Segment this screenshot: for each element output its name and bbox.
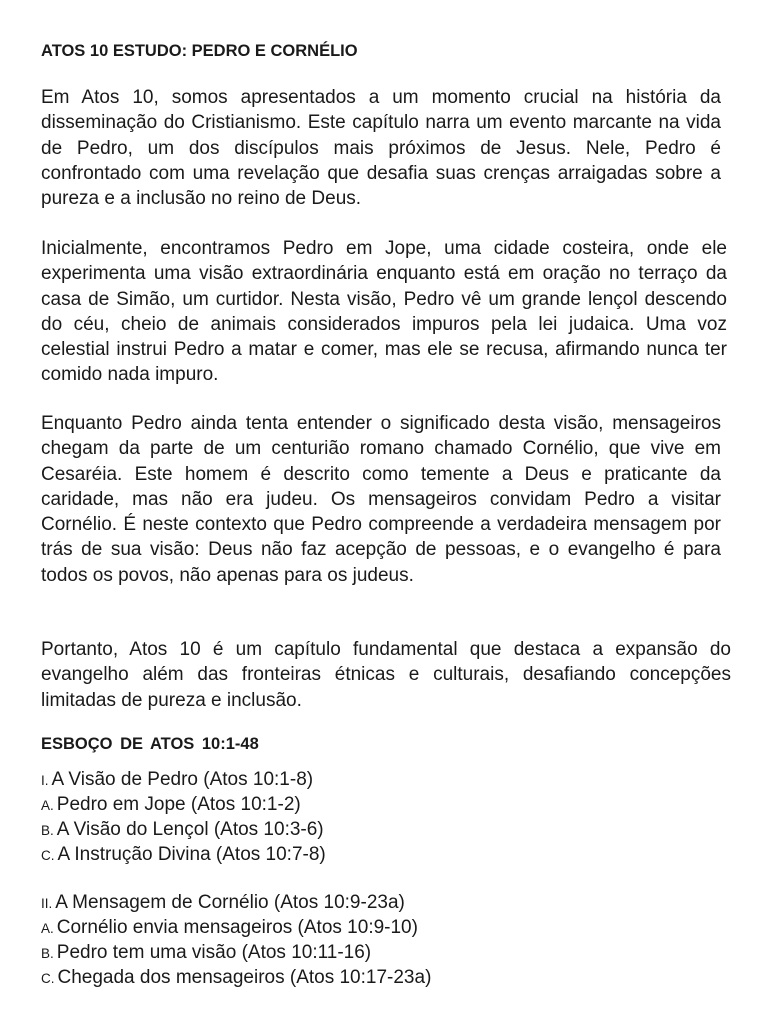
outline-heading [41, 767, 326, 792]
outline-text: A Visão de Pedro (Atos 10:1-8) [51, 769, 314, 790]
outline-item [41, 940, 431, 965]
outline-mark: B. [41, 823, 54, 838]
outline-text: Chegada dos mensageiros (Atos 10:17-23a) [57, 967, 432, 988]
outline-item [41, 817, 326, 842]
outline-text: Cornélio envia mensageiros (Atos 10:9-10) [56, 917, 418, 938]
paragraph-messengers: Enquanto Pedro ainda tenta entender o significado desta visão, mensageiros chegam da parte de um centurião romano chamado Cornélio, que vive em Cesaréia. Este homem é descrito como temente a Deus e praticante da caridade, mas não era judeu. Os mensageiros convidam Pedro a visitar Cornélio. É neste contexto que Pedro compreende a verdadeira mensagem por trás de sua visão: Deus não faz acepção de pessoas, e o evangelho é para todos os povos, não apenas para os judeus. [41, 413, 721, 586]
outline-mark: I. [41, 773, 49, 788]
outline-text: Pedro em Jope (Atos 10:1-2) [56, 794, 301, 815]
outline-mark: A. [41, 798, 54, 813]
outline-mark: II. [41, 896, 53, 911]
outline-mark: B. [41, 946, 54, 961]
outline-mark: A. [41, 921, 54, 936]
paragraph-conclusion: Portanto, Atos 10 é um capítulo fundamental que destaca a expansão do evangelho além das fronteiras étnicas e culturais, desafiando concepções limitadas de pureza e inclusão. [41, 639, 731, 711]
paragraph-vision: Inicialmente, encontramos Pedro em Jope, uma cidade costeira, onde ele experimenta uma visão extraordinária enquanto está em oração no terraço da casa de Simão, um curtidor. Nesta visão, Pedro vê um grande lençol descendo do céu, cheio de animais considerados impuros pela lei judaica. Uma voz celestial instrui Pedro a matar e comer, mas ele se recusa, afirmando nunca ter comido nada impuro. [41, 238, 727, 386]
outline-text: A Visão do Lençol (Atos 10:3-6) [56, 819, 324, 840]
outline-item [41, 965, 431, 990]
outline-section-2 [41, 890, 431, 990]
paragraph-intro: Em Atos 10, somos apresentados a um momento crucial na história da disseminação do Cristianismo. Este capítulo narra um evento marcante na vida de Pedro, um dos discípulos mais próximos de Jesus. Nele, Pedro é confrontado com uma revelação que desafia suas crenças arraigadas sobre a pureza e a inclusão no reino de Deus. [41, 87, 721, 210]
outline-item [41, 915, 431, 940]
outline-text: A Mensagem de Cornélio (Atos 10:9-23a) [55, 892, 405, 913]
outline-mark: C. [41, 848, 55, 863]
outline-text: Pedro tem uma visão (Atos 10:11-16) [56, 942, 372, 963]
outline-item [41, 792, 326, 817]
outline-heading [41, 890, 431, 915]
outline-mark: C. [41, 971, 55, 986]
outline-section-1 [41, 767, 326, 867]
outline-text: A Instrução Divina (Atos 10:7-8) [57, 844, 326, 865]
document-title: ATOS 10 ESTUDO: PEDRO E CORNÉLIO [41, 42, 358, 60]
outline-item [41, 842, 326, 867]
outline-title: ESBOÇO DE ATOS 10:1-48 [41, 735, 259, 753]
